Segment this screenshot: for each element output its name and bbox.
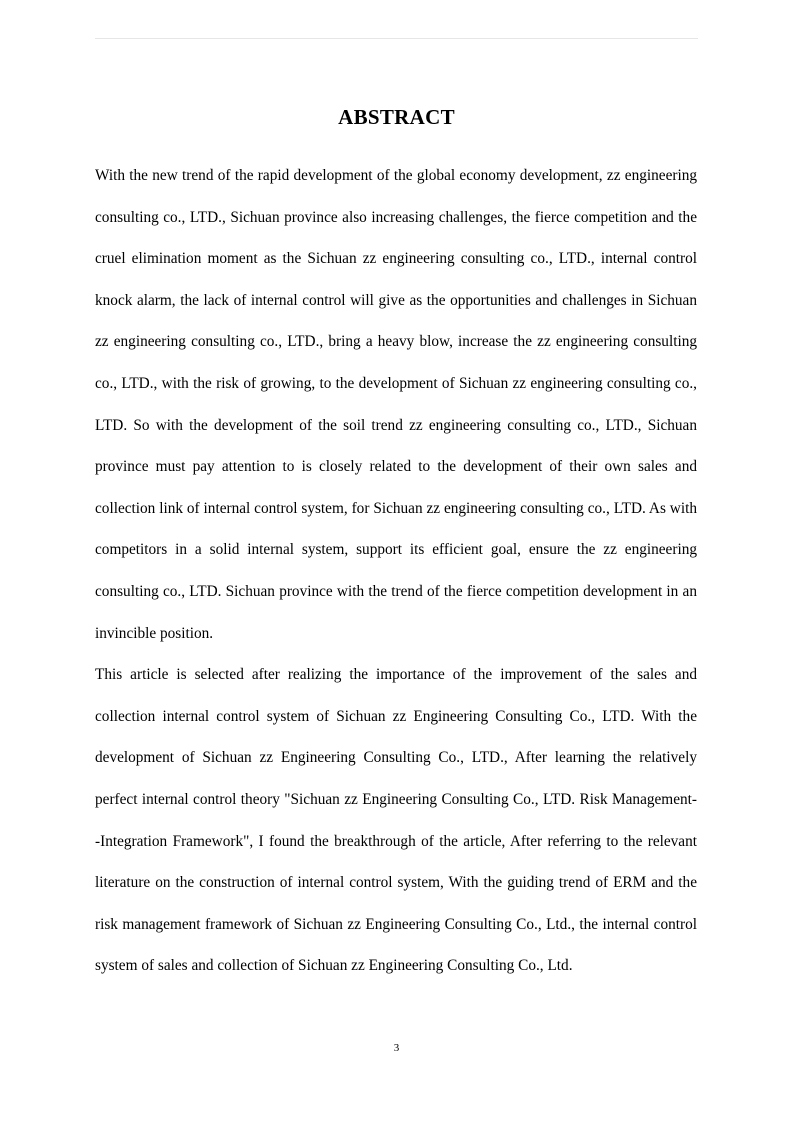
page-title: ABSTRACT	[338, 105, 455, 129]
page-number: 3	[393, 1042, 400, 1054]
header-rule	[95, 38, 698, 39]
abstract-paragraph-2: This article is selected after realizing the importance of the improvement of the sales and collection internal control system of Sichuan zz Engineering Consulting Co., LTD. With the development of Sichuan zz Engineering Consulting Co., LTD., After learning the relatively perfect internal control theory "Sichuan zz Engineering Consulting Co., LTD. Risk Management- -Integration Framework", I found the breakthrough of the article, After referring to the relevant literature on the construction of internal control system, With the guiding trend of ERM and the risk management framework of Sichuan zz Engineering Consulting Co., Ltd., the internal control system of sales and collection of Sichuan zz Engineering Consulting Co., Ltd.	[95, 666, 697, 975]
abstract-body	[95, 155, 697, 987]
abstract-paragraph-1: With the new trend of the rapid development of the global economy development, zz engineering consulting co., LTD., Sichuan province also increasing challenges, the fierce competition and the cruel elimination moment as the Sichuan zz engineering consulting co., LTD., internal control knock alarm, the lack of internal control will give as the opportunities and challenges in Sichuan zz engineering consulting co., LTD., bring a heavy blow, increase the zz engineering consulting co., LTD., with the risk of growing, to the development of Sichuan zz engineering consulting co., LTD. So with the development of the soil trend zz engineering consulting co., LTD., Sichuan province must pay attention to is closely related to the development of their own sales and collection link of internal control system, for Sichuan zz engineering consulting co., LTD. As with competitors in a solid internal system, support its efficient goal, ensure the zz engineering consulting co., LTD. Sichuan province with the trend of the fierce competition development in an invincible position.	[95, 167, 697, 642]
